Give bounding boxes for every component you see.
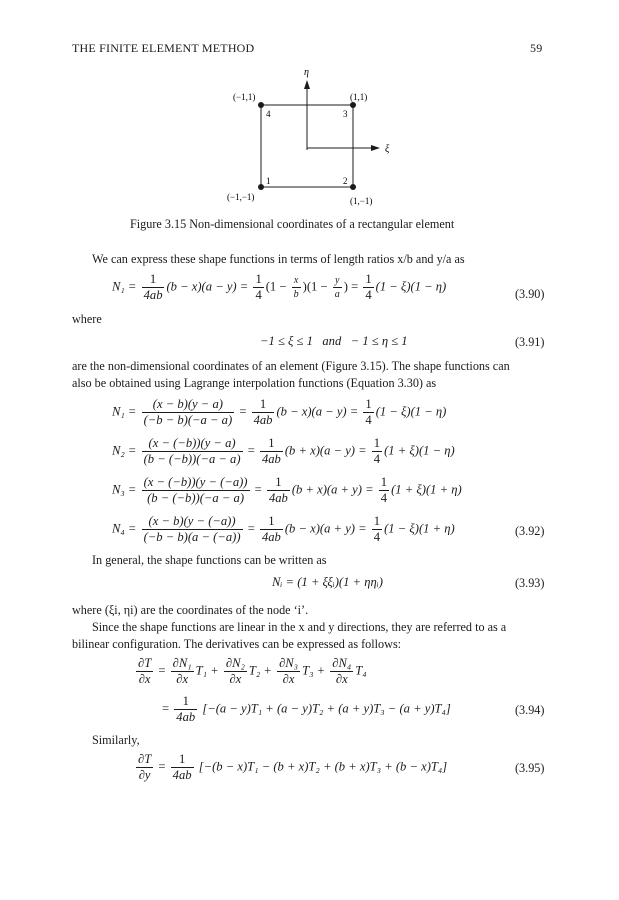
fraction: $\frac{(x - b)(y - a)}{(-b - b)(-a - a)}$ [143, 397, 233, 427]
fraction: $\frac{(x - b)(y - (-a))}{(-b - b)(a - (-a))}$ [143, 514, 241, 544]
paragraph-bilinear-line1: Since the shape functions are linear in the x and y directions, they are referred to as a [92, 620, 507, 634]
fraction: $\frac{1}{4ab}$ [261, 436, 281, 466]
eta-arrow-icon [304, 80, 310, 89]
equation-3-90: N₁ = $\frac{1}{4ab}$ (b − x)(a − y) = $\frac{1}{4}$ (1 − $\frac{x}{b}$ )(1 − $\frac{y}{a}$ ) = $\frac{1}{4}$ (1 − ξ)(1 − η) [112, 272, 447, 302]
eta-label: η [304, 67, 309, 78]
fraction: $\frac{1}{4ab}$ [261, 514, 281, 544]
fraction: $\frac{\partial T}{\partial y}$ [138, 752, 152, 782]
equation-3-92-n2: N₂ = $\frac{(x - (-b))(y - a)}{(b - (-b))(-a - a)}$ = $\frac{1}{4ab}$ (b + x)(a − y) = $\frac{1}{4}$ (1 + ξ)(1 − η) [112, 436, 455, 466]
corner-label-bottom-right: (1,−1) [350, 196, 373, 206]
fraction: $\frac{1}{4}$ [255, 272, 262, 302]
equation-3-91: −1 ≤ ξ ≤ 1 and − 1 ≤ η ≤ 1 [260, 334, 408, 348]
fraction: $\frac{1}{4ab}$ [176, 694, 196, 724]
corner-label-bottom-left: (−1,−1) [227, 192, 255, 202]
fraction: $\frac{1}{4ab}$ [143, 272, 163, 302]
equation-3-93: Nᵢ = (1 + ξξᵢ)(1 + ηηᵢ) [272, 575, 383, 589]
equation-number-3-93: (3.93) [515, 576, 545, 590]
node-number-2: 2 [343, 176, 348, 186]
equation-3-94-line2: = $\frac{1}{4ab}$ [−(a − y)T₁ + (a − y)T₂ + (a + y)T₃ − (a + y)T₄] [162, 694, 451, 724]
paragraph-general: In general, the shape functions can be written as [92, 553, 327, 567]
running-title: THE FINITE ELEMENT METHOD [72, 41, 255, 55]
node-1 [258, 184, 264, 190]
equation-3-92-n3: N₃ = $\frac{(x - (-b))(y - (-a))}{(b - (-b))(-a - a)}$ = $\frac{1}{4ab}$ (b + x)(a + y) = $\frac{1}{4}$ (1 + ξ)(1 + η) [112, 475, 462, 505]
paragraph-length-ratios: We can express these shape functions in terms of length ratios x/b and y/a as [92, 252, 465, 266]
equation-number-3-95: (3.95) [515, 761, 545, 775]
fraction: $\frac{(x - (-b))(y - a)}{(b - (-b))(-a - a)}$ [143, 436, 241, 466]
page-number: 59 [530, 41, 543, 55]
fraction: $\frac{(x - (-b))(y - (-a))}{(b - (-b))(-a - a)}$ [143, 475, 248, 505]
paragraph-nondimensional-line1: are the non-dimensional coordinates of an element (Figure 3.15). The shape functions can [72, 359, 510, 373]
corner-label-top-right: (1,1) [350, 92, 368, 102]
similarly-label: Similarly, [92, 733, 140, 747]
fraction: $\frac{1}{4ab}$ [268, 475, 288, 505]
node-number-1: 1 [266, 176, 271, 186]
equation-number-3-90: (3.90) [515, 287, 545, 301]
fraction: $\frac{\text{∂N₂}}{\partial x}$ [225, 656, 245, 686]
element-figure [200, 62, 420, 212]
node-3 [350, 102, 356, 108]
fraction: $\frac{1}{4}$ [365, 397, 372, 427]
equation-number-3-92: (3.92) [515, 524, 545, 538]
fraction: $\frac{\text{∂N₄}}{\partial x}$ [332, 656, 352, 686]
equation-number-3-91: (3.91) [515, 335, 545, 349]
figure-caption: Figure 3.15 Non-dimensional coordinates of a rectangular element [130, 217, 455, 231]
corner-label-top-left: (−1,1) [233, 92, 256, 102]
fraction: $\frac{1}{4ab}$ [172, 752, 192, 782]
equation-3-95: $\frac{\partial T}{\partial y}$ = $\frac{1}{4ab}$ [−(b − x)T₁ − (b + x)T₂ + (b + x)T₃ + (b − x)T₄] [138, 752, 448, 782]
fraction: $\frac{x}{b}$ [293, 275, 299, 300]
equation-number-3-94: (3.94) [515, 703, 545, 717]
paragraph-bilinear-line2: bilinear configuration. The derivatives can be expressed as follows: [72, 637, 402, 651]
where-label: where [72, 312, 102, 326]
eq390-lhs: N₁ = [112, 279, 137, 294]
paragraph-nondimensional-line2: also be obtained using Lagrange interpolation functions (Equation 3.30) as [72, 376, 437, 390]
xi-label: ξ [385, 144, 390, 155]
equation-3-92-n1: N₁ = $\frac{(x - b)(y - a)}{(-b - b)(-a - a)}$ = $\frac{1}{4ab}$ (b − x)(a − y) = $\frac{1}{4}$ (1 − ξ)(1 − η) [112, 397, 447, 427]
node-number-4: 4 [266, 109, 271, 119]
paragraph-node-coordinates: where (ξi, ηi) are the coordinates of the node ‘i’. [72, 603, 309, 617]
fraction: $\frac{1}{4}$ [373, 514, 381, 544]
fraction: $\frac{1}{4}$ [365, 272, 372, 302]
fraction: $\frac{1}{4}$ [373, 436, 381, 466]
fraction: $\frac{\text{∂N₃}}{\partial x}$ [279, 656, 299, 686]
fraction: $\frac{\partial T}{\partial x}$ [138, 656, 152, 686]
node-number-3: 3 [343, 109, 348, 119]
fraction: $\frac{\text{∂N₁}}{\partial x}$ [172, 656, 192, 686]
fraction: $\frac{1}{4ab}$ [253, 397, 273, 427]
equation-3-94-line1: $\frac{\partial T}{\partial x}$ = $\frac{\text{∂N₁}}{\partial x}$ T₁ + $\frac{\text{∂N₂}}{\partial x}$ T₂ + $\frac{\text{∂N₃}}{\partial x}$ T₃ + $\frac{\text{∂N₄}}{\partial x}$ T₄ [138, 656, 367, 686]
xi-arrow-icon [371, 145, 380, 151]
equation-3-92-n4: N₄ = $\frac{(x - b)(y - (-a))}{(-b - b)(a - (-a))}$ = $\frac{1}{4ab}$ (b − x)(a + y) = $\frac{1}{4}$ (1 − ξ)(1 + η) [112, 514, 455, 544]
fraction: $\frac{1}{4}$ [380, 475, 388, 505]
node-2 [350, 184, 356, 190]
fraction: $\frac{y}{a}$ [334, 275, 340, 300]
node-4 [258, 102, 264, 108]
